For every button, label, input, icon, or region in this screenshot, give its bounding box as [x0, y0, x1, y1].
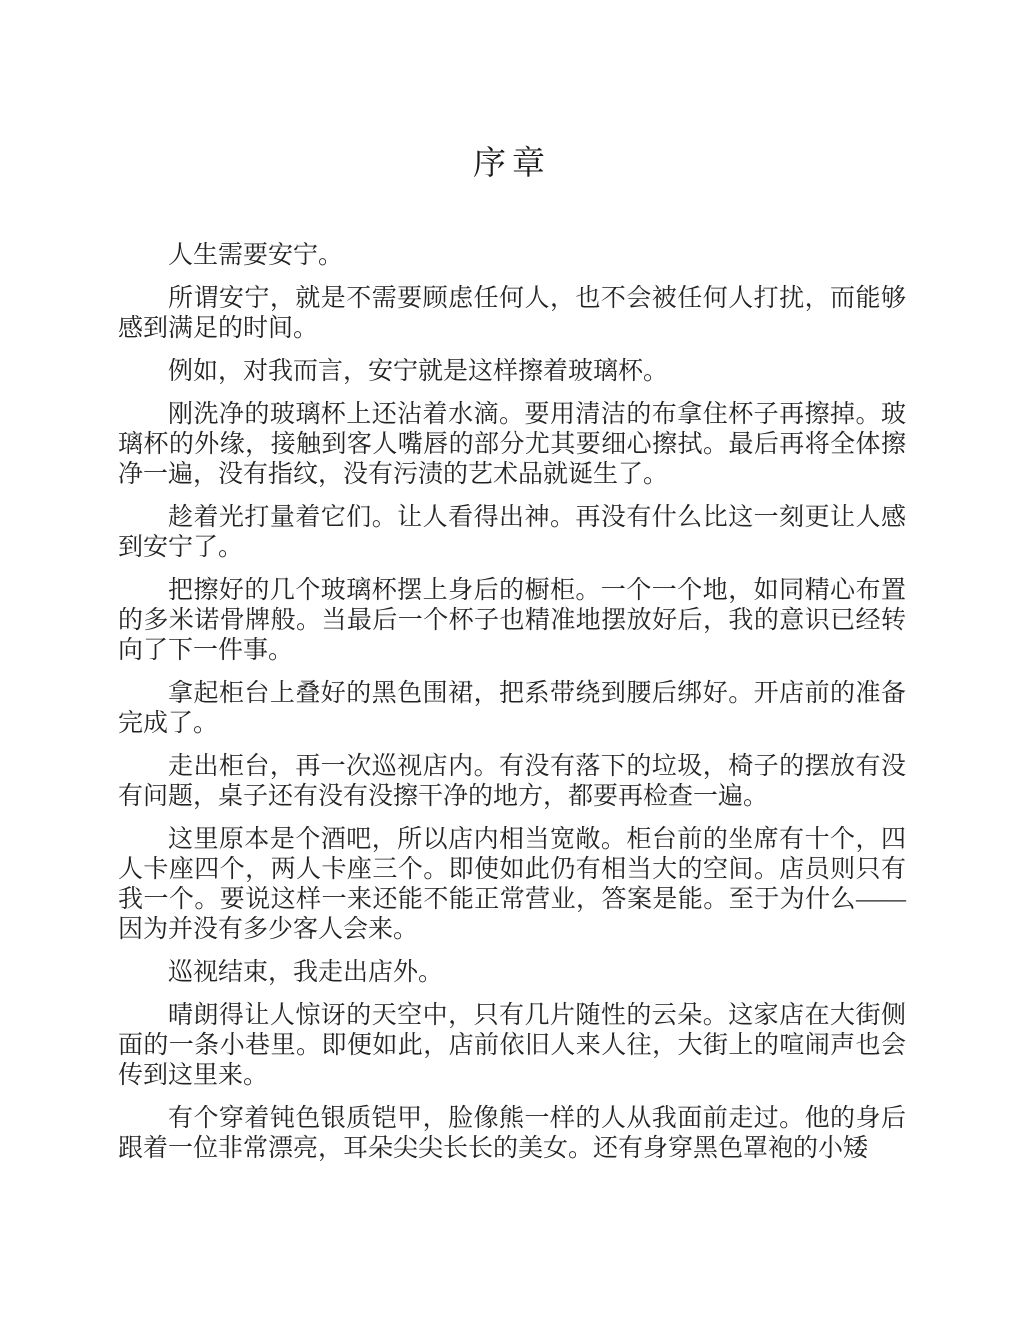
paragraph: 人生需要安宁。 [168, 242, 344, 269]
chapter-title: 序章 [473, 146, 551, 182]
paragraph: 拿起柜台上叠好的黑色围裙，把系带绕到腰后绑好。开店前的准备完成了。 [118, 680, 906, 737]
paragraph: 晴朗得让人惊讶的天空中，只有几片随性的云朵。这家店在大街侧面的一条小巷里。即便如此，店前依旧人来人往，大街上的喧闹声也会传到这里来。 [118, 1002, 906, 1089]
paragraph: 有个穿着钝色银质铠甲，脸像熊一样的人从我面前走过。他的身后跟着一位非常漂亮，耳朵尖尖长长的美女。还有身穿黑色罩袍的小矮 [118, 1105, 906, 1162]
paragraph: 所谓安宁，就是不需要顾虑任何人，也不会被任何人打扰，而能够感到满足的时间。 [118, 285, 906, 342]
paragraph: 这里原本是个酒吧，所以店内相当宽敞。柜台前的坐席有十个，四人卡座四个，两人卡座三个。即使如此仍有相当大的空间。店员则只有我一个。要说这样一来还能不能正常营业，答案是能。至于为什么——因为并没有多少客人会来。 [118, 826, 906, 943]
paragraph: 例如，对我而言，安宁就是这样擦着玻璃杯。 [168, 358, 669, 385]
paragraph: 趁着光打量着它们。让人看得出神。再没有什么比这一刻更让人感到安宁了。 [118, 504, 906, 561]
paragraph: 走出柜台，再一次巡视店内。有没有落下的垃圾，椅子的摆放有没有问题，桌子还有没有没擦干净的地方，都要再检查一遍。 [118, 753, 906, 810]
paragraph: 把擦好的几个玻璃杯摆上身后的橱柜。一个一个地，如同精心布置的多米诺骨牌般。当最后一个杯子也精准地摆放好后，我的意识已经转向了下一件事。 [118, 577, 906, 664]
paragraph: 刚洗净的玻璃杯上还沾着水滴。要用清洁的布拿住杯子再擦掉。玻璃杯的外缘，接触到客人嘴唇的部分尤其要细心擦拭。最后再将全体擦净一遍，没有指纹，没有污渍的艺术品就诞生了。 [118, 401, 906, 488]
paragraph: 巡视结束，我走出店外。 [168, 959, 444, 986]
